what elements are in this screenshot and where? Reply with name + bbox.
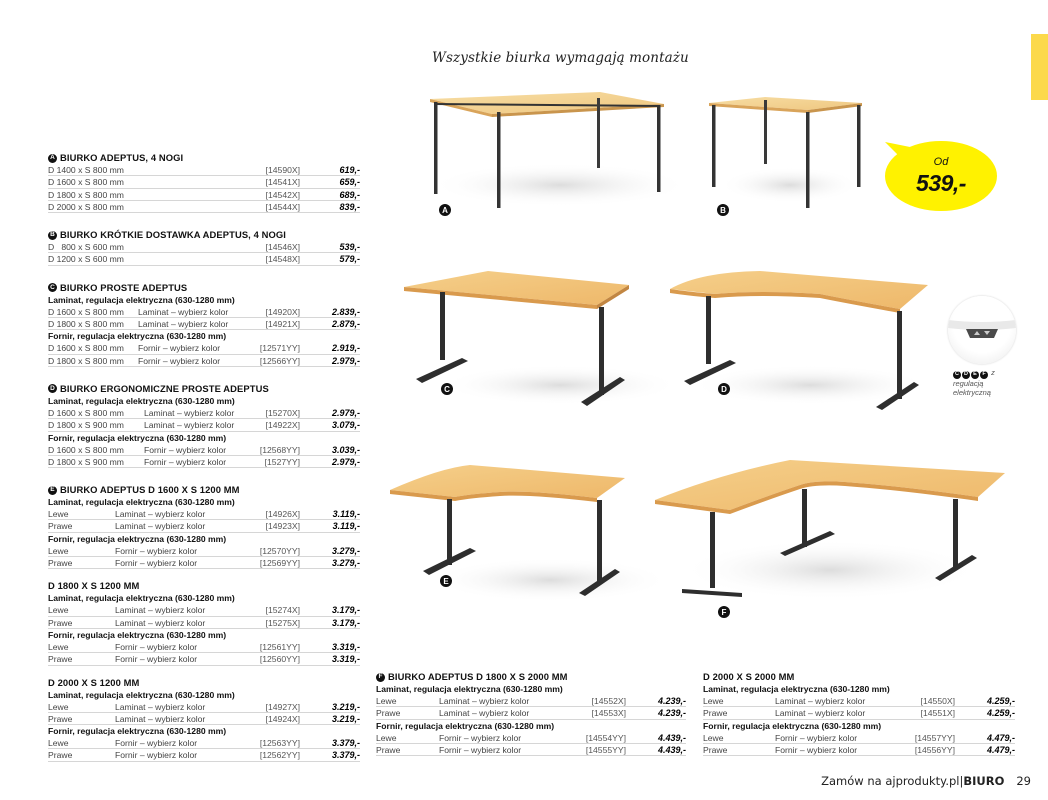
badge-f-icon: F (376, 673, 385, 682)
section-subtitle: Laminat, regulacja elektryczna (630-1280 mm) (48, 497, 235, 508)
table-row: D 800 x S 600 mm [14546X] 539,- (48, 242, 360, 253)
table-row: Lewe Fornir – wybierz kolor [12561YY] 3.319,- (48, 641, 360, 652)
table-row: D 1800 x S 900 mm Laminat – wybierz kolor [14922X] 3.079,- (48, 420, 360, 431)
table-row: Prawe Laminat – wybierz kolor [14553X] 4.239,- (376, 708, 686, 719)
assembly-note: Wszystkie biurka wymagają montażu (432, 50, 689, 66)
section-subtitle: Laminat, regulacja elektryczna (630-1280 mm) (48, 689, 235, 700)
section-subtitle: Laminat, regulacja elektryczna (630-1280 mm) (48, 593, 235, 604)
table-row: Prawe Fornir – wybierz kolor [12569YY] 3.279,- (48, 558, 360, 569)
section-title: D BIURKO ERGONOMICZNE PROSTE ADEPTUS (48, 383, 360, 395)
table-row: D 1800 x S 800 mm [14542X] 689,- (48, 189, 360, 200)
section-subtitle: Laminat, regulacja elektryczna (630-1280 mm) (703, 684, 890, 694)
table-row: Prawe Laminat – wybierz kolor [15275X] 3.179,- (48, 617, 360, 628)
section-subtitle: Fornir, regulacja elektryczna (630-1280 mm) (48, 331, 227, 342)
table-row: D 1800 x S 900 mm Fornir – wybierz kolor [1527YY] 2.979,- (48, 456, 360, 467)
image-label-c-icon: C (441, 383, 453, 395)
detail-caption: C D E F z regulacją elektryczną (953, 368, 995, 398)
section-title: C BIURKO PROSTE ADEPTUS (48, 282, 360, 294)
section-subtitle: Fornir, regulacja elektryczna (630-1280 mm) (48, 726, 227, 737)
section-subtitle: Fornir, regulacja elektryczna (630-1280 mm) (48, 533, 227, 544)
badge-c-icon: C (953, 371, 961, 379)
section-title: D 2000 X S 1200 MM (48, 676, 140, 688)
image-label-a-icon: A (439, 204, 451, 216)
image-label-b-icon: B (717, 204, 729, 216)
table-row: D 1600 x S 800 mm Fornir – wybierz kolor [12568YY] 3.039,- (48, 444, 360, 455)
section-subtitle: Fornir, regulacja elektryczna (630-1280 mm) (703, 720, 882, 731)
section-title: A BIURKO ADEPTUS, 4 NOGI (48, 152, 360, 164)
table-row: D 1800 x S 800 mm Laminat – wybierz kolor [14921X] 2.879,- (48, 319, 360, 330)
promo-price-bubble (884, 140, 998, 212)
control-panel-detail-image (948, 296, 1016, 364)
section-subtitle: Fornir, regulacja elektryczna (630-1280 mm) (48, 432, 227, 443)
table-row: D 1600 x S 800 mm [14541X] 659,- (48, 177, 360, 188)
section-subtitle: Laminat, regulacja elektryczna (630-1280 mm) (48, 294, 235, 305)
footer-link[interactable]: Zamów na ajprodukty.pl (821, 774, 960, 788)
section-title: D 1800 X S 1200 MM (48, 580, 140, 592)
image-label-d-icon: D (718, 383, 730, 395)
desk-f-image (655, 460, 1005, 600)
badge-d-icon: D (962, 371, 970, 379)
table-row: Lewe Laminat – wybierz kolor [14550X] 4.259,- (703, 696, 1015, 706)
image-label-e-icon: E (440, 575, 452, 587)
table-row: Lewe Laminat – wybierz kolor [14926X] 3.119,- (48, 509, 360, 520)
section-subtitle: Laminat, regulacja elektryczna (630-1280 mm) (376, 684, 563, 694)
table-row: Lewe Fornir – wybierz kolor [14554YY] 4.439,- (376, 732, 686, 743)
badge-a-icon: A (48, 154, 57, 163)
table-row: D 1600 x S 800 mm Laminat – wybierz kolor [14920X] 2.839,- (48, 306, 360, 317)
page-number: 29 (1016, 774, 1031, 788)
section-subtitle: Laminat, regulacja elektryczna (630-1280 mm) (48, 395, 235, 406)
section-subtitle: Fornir, regulacja elektryczna (630-1280 mm) (376, 720, 555, 731)
promo-price: 539,- (916, 170, 966, 196)
section-title: B BIURKO KRÓTKIE DOSTAWKA ADEPTUS, 4 NOGI (48, 229, 360, 241)
table-row: D 1800 x S 800 mm Fornir – wybierz kolor [12566YY] 2.979,- (48, 355, 360, 366)
table-row: D 1400 x S 800 mm [14590X] 619,- (48, 165, 360, 175)
desk-d-image (670, 271, 930, 410)
section-subtitle: Fornir, regulacja elektryczna (630-1280 mm) (48, 629, 227, 640)
table-row: Prawe Laminat – wybierz kolor [14924X] 3.219,- (48, 713, 360, 724)
section-title: F BIURKO ADEPTUS D 1800 X S 2000 MM (376, 671, 686, 683)
section-title: E BIURKO ADEPTUS D 1600 X S 1200 MM (48, 484, 360, 496)
desk-a-image (430, 92, 690, 208)
table-row: D 1600 x S 800 mm Fornir – wybierz kolor [12571YY] 2.919,- (48, 343, 360, 354)
badge-d-icon: D (48, 384, 57, 393)
table-row: Lewe Fornir – wybierz kolor [12563YY] 3.379,- (48, 738, 360, 749)
table-row: Prawe Fornir – wybierz kolor [12560YY] 3.319,- (48, 654, 360, 665)
section-title: D 2000 X S 2000 MM (703, 671, 795, 682)
image-label-f-icon: F (718, 606, 730, 618)
badge-b-icon: B (48, 231, 57, 240)
table-row: Lewe Laminat – wybierz kolor [14552X] 4.239,- (376, 696, 686, 706)
badge-e-icon: E (48, 486, 57, 495)
table-row: D 1600 x S 800 mm Laminat – wybierz kolor [15270X] 2.979,- (48, 407, 360, 418)
table-row: Lewe Fornir – wybierz kolor [14557YY] 4.479,- (703, 732, 1015, 743)
footer-category: BIURO (963, 774, 1005, 788)
page-footer: Zamów na ajprodukty.pl|BIURO 29 (821, 774, 1031, 788)
table-row: D 2000 x S 800 mm [14544X] 839,- (48, 201, 360, 212)
badge-c-icon: C (48, 283, 57, 292)
table-row: Lewe Laminat – wybierz kolor [15274X] 3.179,- (48, 605, 360, 616)
table-row: Prawe Fornir – wybierz kolor [14555YY] 4.439,- (376, 744, 686, 755)
table-row: Prawe Laminat – wybierz kolor [14551X] 4.259,- (703, 708, 1015, 719)
desk-b-image (709, 97, 862, 208)
desk-e-image (390, 465, 670, 602)
table-row: Prawe Laminat – wybierz kolor [14923X] 3.119,- (48, 521, 360, 532)
table-row: D 1200 x S 600 mm [14548X] 579,- (48, 254, 360, 265)
promo-prefix: Od (933, 156, 949, 168)
table-row: Prawe Fornir – wybierz kolor [12562YY] 3.379,- (48, 750, 360, 761)
table-row: Lewe Laminat – wybierz kolor [14927X] 3.219,- (48, 701, 360, 712)
table-row: Lewe Fornir – wybierz kolor [12570YY] 3.279,- (48, 545, 360, 556)
badge-f-icon: F (980, 371, 988, 379)
badge-e-icon: E (971, 371, 979, 379)
table-row: Prawe Fornir – wybierz kolor [14556YY] 4.479,- (703, 744, 1015, 755)
